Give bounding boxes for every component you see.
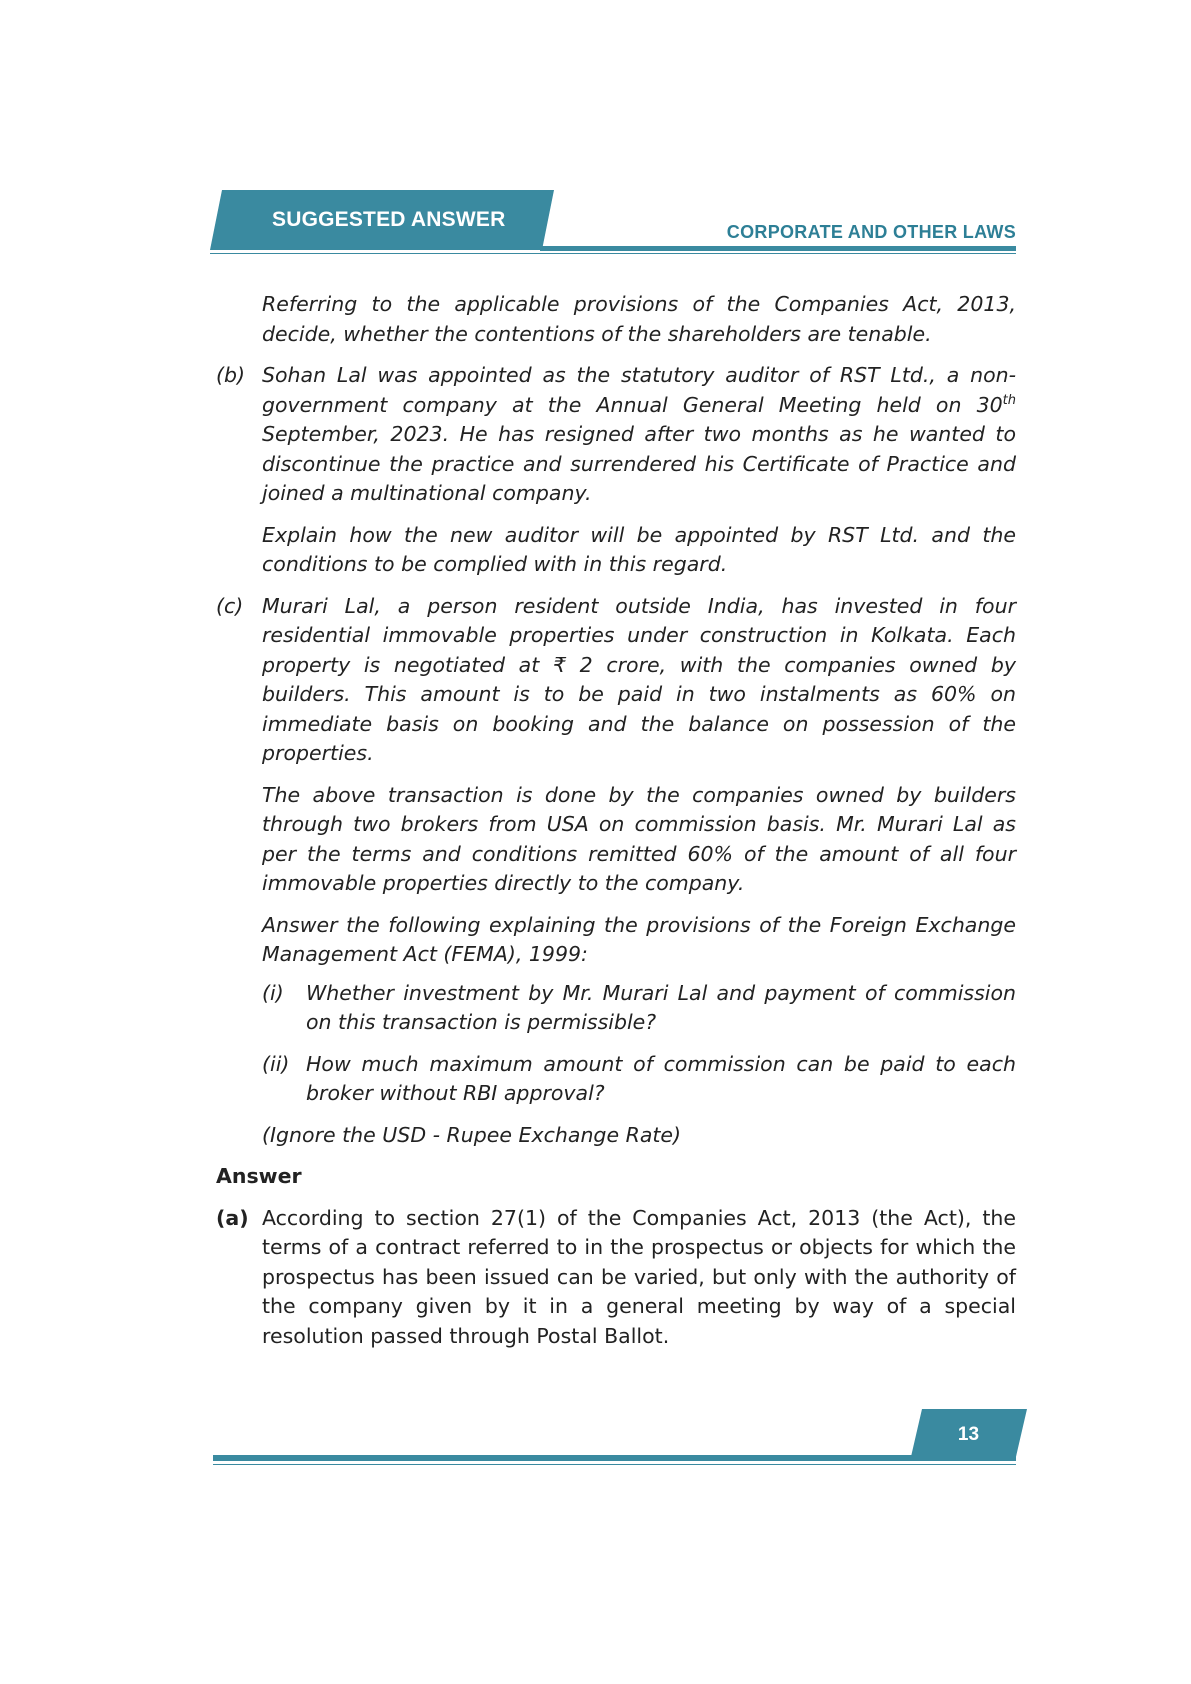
ordinal-suffix: th (1002, 392, 1016, 408)
question-b-label: (b) (216, 363, 246, 387)
question-c-text: Murari Lal, a person resident outside India, has invested in four residential immovable properties under construction in Kolkata. Each property is negotiated at ₹ 2 crore, with the companies owned by builders. This amount is to be paid in two instalments as 60% on immediate basis on booking and the balance on possession of the properties. (262, 593, 1016, 765)
question-b (216, 361, 1016, 509)
question-c-para-3: Answer the following explaining the provisions of the Foreign Exchange Management Act (FEMA), 1999: (262, 912, 1016, 966)
question-c-sub-item (216, 979, 1016, 1038)
question-c-label: (c) (216, 593, 244, 618)
header-suggested-answer: SUGGESTED ANSWER (272, 208, 506, 231)
footer-rule-thin (213, 1464, 1016, 1465)
question-a-continued: Referring to the applicable provisions of the Companies Act, 2013, decide, whether the contentions of the shareholders are tenable. (262, 292, 1016, 346)
sub-item-text: How much maximum amount of commission can be paid to each broker without RBI approval? (306, 1051, 1016, 1105)
question-c-para-2: The above transaction is done by the companies owned by builders through two brokers from USA on commission basis. Mr. Murari Lal as per the terms and conditions remitted 60% of the amount of all four immovable properties directly to the company. (262, 782, 1016, 895)
question-b-ask: Explain how the new auditor will be appointed by RST Ltd. and the conditions to be complied with in this regard. (262, 522, 1016, 576)
sub-item-label: (ii) (262, 1051, 290, 1076)
header-rule-thin (210, 253, 1016, 254)
footer-rule (213, 1455, 1016, 1461)
answer-a-text: According to section 27(1) of the Companies Act, 2013 (the Act), the terms of a contract referred to in the prospectus or objects for which the prospectus has been issued can be varied, but only with the authority of the company given by it in a general meeting by way of a special resolution passed through Postal Ballot. (262, 1205, 1016, 1348)
answer-a-label: (a) (216, 1205, 249, 1230)
sub-item-text: Whether investment by Mr. Murari Lal and payment of commission on this transaction is permissible? (306, 980, 1016, 1034)
page-number: 13 (957, 1424, 980, 1445)
question-c (216, 592, 1016, 769)
question-c-note: (Ignore the USD - Rupee Exchange Rate) (262, 1122, 682, 1147)
answer-a (216, 1204, 1016, 1352)
answer-heading: Answer (216, 1164, 302, 1188)
header-subject-title: CORPORATE AND OTHER LAWS (726, 222, 1016, 242)
sub-item-label: (i) (262, 980, 284, 1005)
question-c-sub-item (216, 1050, 1016, 1109)
page-content (216, 290, 1016, 1351)
header-rule (540, 246, 1016, 251)
question-b-text: Sohan Lal was appointed as the statutory auditor of RST Ltd., a non-government company at the Annual General Meeting held on 30th September, 2023. He has resigned after two months as he wanted to discontinue the practice and surrendered his Certificate of Practice and joined a multinational company. (262, 363, 1016, 505)
